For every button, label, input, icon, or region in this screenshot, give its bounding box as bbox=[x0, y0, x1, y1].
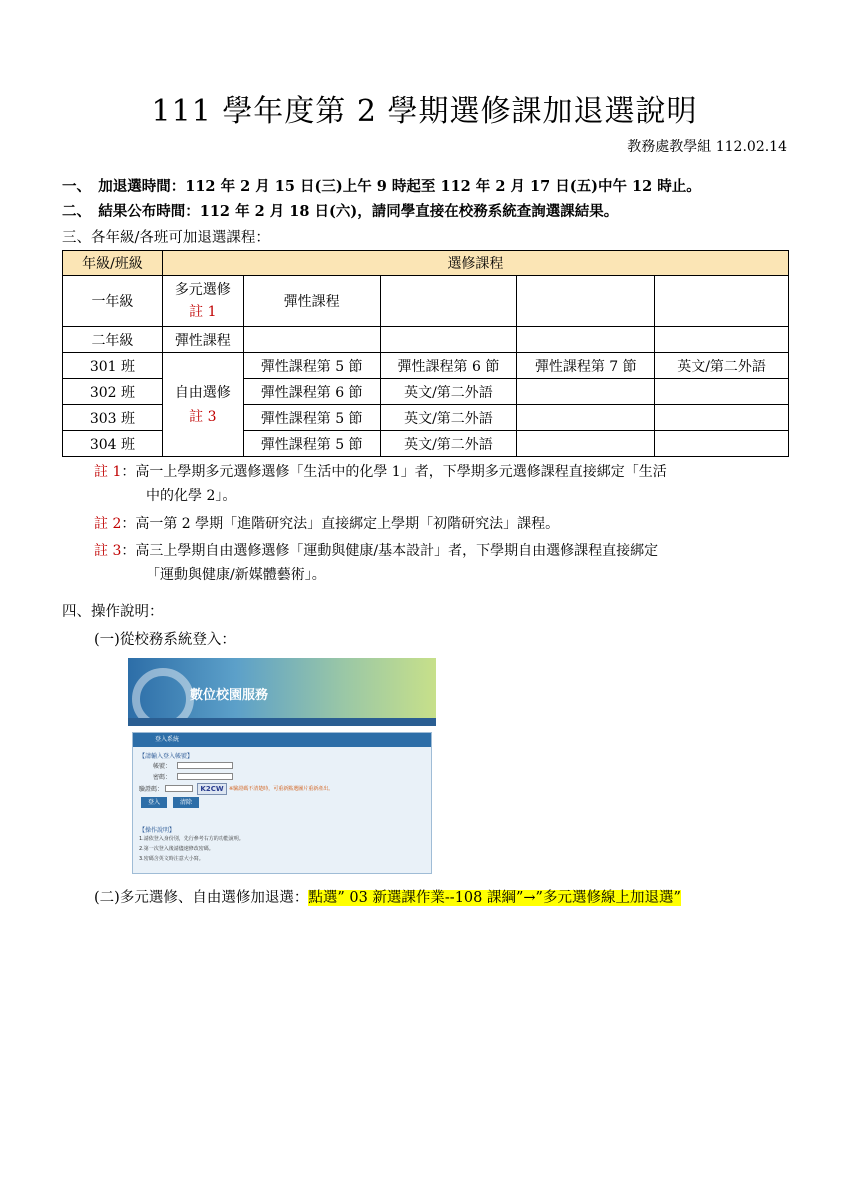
course-cell bbox=[655, 276, 789, 327]
help-line: 2.第一次登入後請儘速修改密碼。 bbox=[139, 846, 214, 852]
course-cell bbox=[517, 276, 655, 327]
table-row bbox=[63, 327, 789, 353]
course-cell: 英文/第二外語 bbox=[380, 431, 517, 457]
note-continuation: 中的化學 2」。 bbox=[146, 488, 237, 504]
course-cell: 英文/第二外語 bbox=[655, 353, 789, 379]
class-cell: 303 班 bbox=[63, 405, 163, 431]
login-panel bbox=[132, 732, 432, 874]
note-3 bbox=[94, 539, 658, 587]
login-prompt: 【請輸入登入帳號】 bbox=[139, 753, 194, 760]
help-line: 1.請依登入身份別，先行參考右方的功能說明。 bbox=[139, 836, 244, 842]
course-cell bbox=[655, 431, 789, 457]
table-row bbox=[63, 353, 789, 379]
header-courses: 選修課程 bbox=[162, 251, 788, 276]
elective-type-cell bbox=[162, 276, 243, 327]
course-cell: 英文/第二外語 bbox=[380, 379, 517, 405]
item-course-list-heading: 三、各年級/各班可加退選課程： bbox=[62, 230, 270, 246]
captcha-hint: ※驗證碼不清楚時，可重新點選圖片重新產出。 bbox=[229, 786, 334, 792]
help-line: 3.密碼含英文時注意大小寫。 bbox=[139, 856, 204, 862]
course-table bbox=[62, 250, 789, 457]
course-cell: 英文/第二外語 bbox=[380, 405, 517, 431]
item-result-time: 二、 結果公布時間：112 年 2 月 18 日(六)，請同學直接在校務系統查詢選課結果。 bbox=[62, 203, 619, 220]
note-2 bbox=[94, 512, 559, 536]
course-cell: 彈性課程第 6 節 bbox=[243, 379, 380, 405]
note-label: 註 3 bbox=[94, 543, 122, 559]
grade-cell: 二年級 bbox=[63, 327, 163, 353]
step-2-heading bbox=[94, 886, 681, 907]
captcha-image[interactable]: K2CW bbox=[197, 783, 227, 795]
portal-banner bbox=[128, 658, 436, 726]
grade-cell: 一年級 bbox=[63, 276, 163, 327]
password-label: 密碼： bbox=[153, 774, 172, 781]
course-cell: 彈性課程 bbox=[243, 276, 380, 327]
course-cell: 彈性課程第 5 節 bbox=[243, 353, 380, 379]
course-cell: 彈性課程第 6 節 bbox=[380, 353, 517, 379]
step-2-text: (二)多元選修、自由選修加退選： bbox=[94, 890, 309, 906]
account-input[interactable] bbox=[177, 762, 233, 769]
step-2-highlight: 點選” 03 新選課作業--108 課綱”→”多元選修線上加退選” bbox=[308, 890, 681, 906]
banner-title: 數位校園服務 bbox=[190, 688, 269, 703]
note-label: 註 1 bbox=[94, 464, 122, 480]
note-text: ：高一第 2 學期「進階研究法」直接綁定上學期「初階研究法」課程。 bbox=[121, 516, 560, 532]
note-text: ：高三上學期自由選修選修「運動與健康/基本設計」者，下學期自由選修課程直接綁定 bbox=[121, 543, 659, 559]
elective-type-label: 多元選修 bbox=[174, 282, 231, 298]
captcha-input[interactable] bbox=[165, 785, 193, 792]
clear-button[interactable]: 清除 bbox=[173, 797, 199, 808]
account-label: 帳號： bbox=[153, 763, 172, 770]
course-cell bbox=[655, 327, 789, 353]
note-1 bbox=[94, 460, 667, 508]
course-cell: 彈性課程第 5 節 bbox=[243, 431, 380, 457]
course-cell bbox=[380, 276, 517, 327]
item-enrollment-time: 一、 加退選時間：112 年 2 月 15 日(三)上午 9 時起至 112 年 2 月 17 日(五)中午 12 時止。 bbox=[62, 178, 701, 195]
section-heading: 四、操作說明： bbox=[62, 604, 164, 620]
course-cell bbox=[517, 405, 655, 431]
table-header-row bbox=[63, 251, 789, 276]
captcha-label: 驗證碼： bbox=[139, 786, 164, 793]
step-1-heading: (一)從校務系統登入： bbox=[94, 632, 236, 648]
page-title: 111 學年度第 2 學期選修課加退選說明 bbox=[151, 94, 698, 129]
login-button[interactable]: 登入 bbox=[141, 797, 167, 808]
help-title: 【操作說明】 bbox=[139, 827, 176, 834]
note-ref: 註 3 bbox=[189, 408, 217, 425]
course-cell bbox=[517, 327, 655, 353]
course-cell bbox=[655, 405, 789, 431]
class-cell: 302 班 bbox=[63, 379, 163, 405]
course-cell bbox=[517, 431, 655, 457]
note-label: 註 2 bbox=[94, 516, 122, 532]
class-cell: 304 班 bbox=[63, 431, 163, 457]
password-input[interactable] bbox=[177, 773, 233, 780]
course-cell: 彈性課程 bbox=[162, 327, 243, 353]
course-cell: 彈性課程第 7 節 bbox=[517, 353, 655, 379]
note-continuation: 「運動與健康/新媒體藝術」。 bbox=[146, 567, 326, 583]
banner-divider bbox=[128, 718, 436, 726]
login-panel-title: 登入系統 bbox=[133, 733, 431, 747]
course-cell bbox=[243, 327, 380, 353]
note-ref: 註 1 bbox=[189, 304, 217, 320]
table-row bbox=[63, 276, 789, 327]
course-cell bbox=[655, 379, 789, 405]
elective-type-label: 自由選修 bbox=[174, 384, 231, 401]
class-cell: 301 班 bbox=[63, 353, 163, 379]
login-screenshot bbox=[128, 658, 436, 874]
dateline: 教務處教學組 112.02.14 bbox=[627, 139, 787, 155]
note-text: ：高一上學期多元選修選修「生活中的化學 1」者，下學期多元選修課程直接綁定「生活 bbox=[121, 464, 667, 480]
course-cell bbox=[380, 327, 517, 353]
elective-type-cell bbox=[162, 353, 243, 457]
course-cell: 彈性課程第 5 節 bbox=[243, 405, 380, 431]
header-grade: 年級/班級 bbox=[63, 251, 163, 276]
course-cell bbox=[517, 379, 655, 405]
